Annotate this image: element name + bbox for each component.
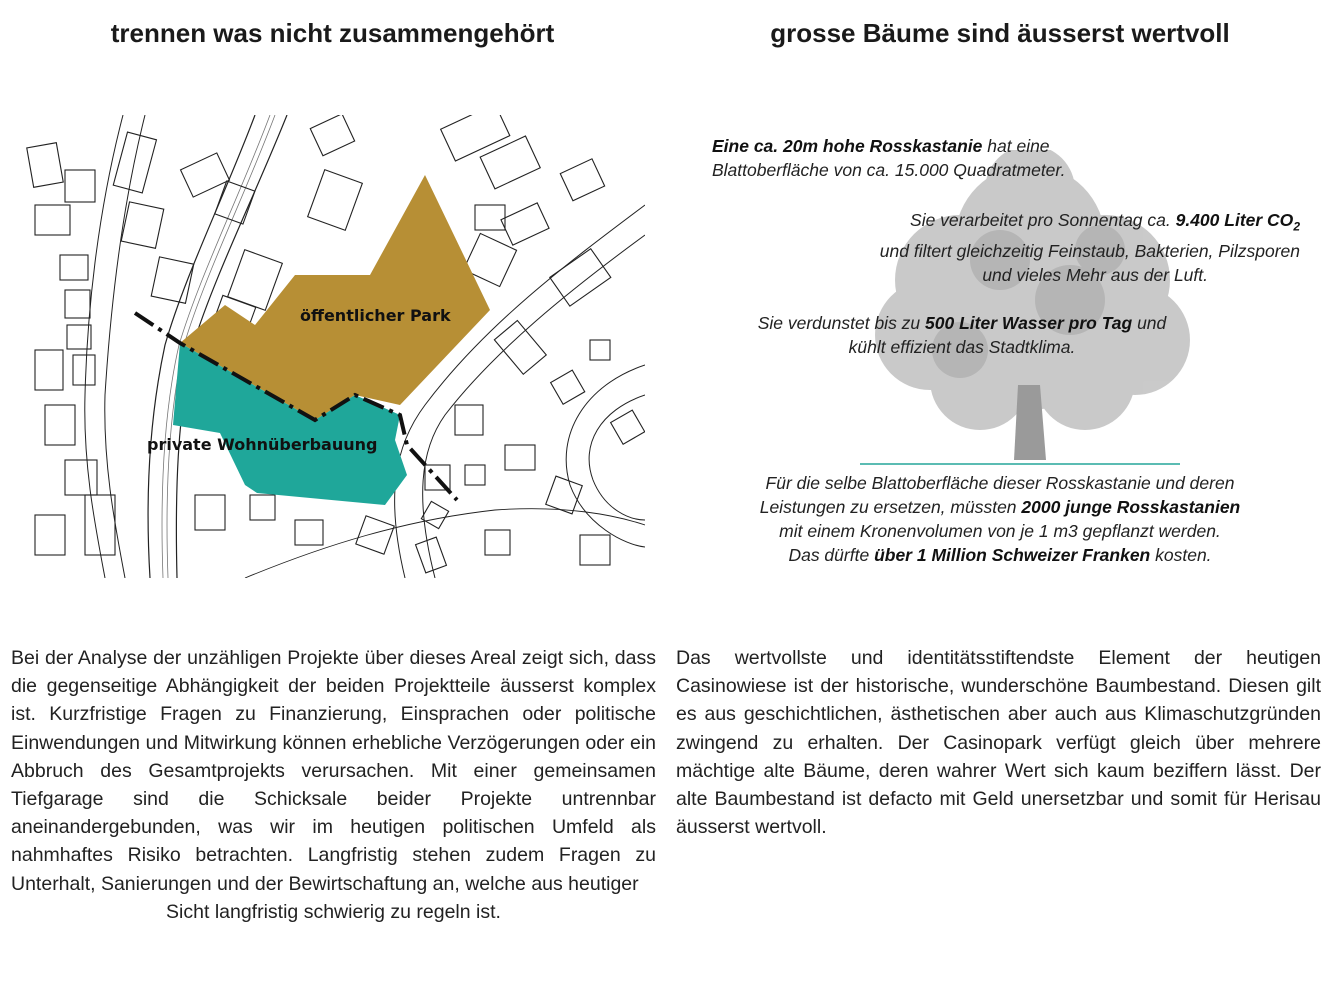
site-plan-map	[25, 115, 645, 578]
fact-leaf-area: Eine ca. 20m hohe Rosskastanie hat eine Blattoberfläche von ca. 15.000 Quadratmeter.	[712, 136, 1066, 180]
right-heading: grosse Bäume sind äusserst wertvoll	[770, 18, 1230, 48]
fact-replacement: Für die selbe Blattoberfläche dieser Rosskastanie und deren Leistungen zu ersetzen, müssten 2000 junge Rosskastanien mit einem Kronenvolumen von je 1 m3 gepflanzt werden. Das dürfte über 1 Million Schweizer Franken kosten.	[759, 473, 1241, 565]
fact-co2: Sie verarbeitet pro Sonnentag ca. 9.400 Liter $CO_2$ und filtert gleichzeitig Feinstaub, Bakterien, Pilzsporen und vieles Mehr aus der Luft.	[879, 210, 1300, 285]
left-body-text: Bei der Analyse der unzähligen Projekte über dieses Areal zeigt sich, dass die gegenseitige Abhängigkeit der beiden Projektteile äusserst komplex ist. Kurzfristige Fragen zu Finanzierung, Einsprachen oder politische Einwendungen und Mitwirkung können erhebliche Verzögerungen oder ein Abbruch des Gesamtprojekts verursachen. Mit einer gemeinsamen Tiefgarage sind die Schicksale beider Projekte untrennbar aneinandergebunden, was wir im heutigen politischen Umfeld als nahmhaftes Risiko betrachten. Langfristig stehen zudem Fragen zu Unterhalt, Sanierungen und der Bewirtschaftung an, welche aus heutiger Sicht langfristig schwierig zu regeln ist.	[11, 647, 656, 923]
fact-water: Sie verdunstet bis zu 500 Liter Wasser pro Tag und kühlt effizient das Stadtklima.	[757, 313, 1167, 357]
park-label: öffentlicher Park	[300, 306, 451, 325]
left-heading: trennen was nicht zusammengehört	[110, 18, 555, 48]
housing-label: private Wohnüberbauung	[147, 435, 378, 454]
chestnut-tree-illustration	[840, 150, 1230, 470]
right-body-text: Das wertvollste und identitätsstiftendste Element der heutigen Casinowiese ist der historische, wunderschöne Baumbestand. Diesen gilt es aus geschichtlichen, ästhetischen aber auch aus Klimaschutzgründen zwingend zu erhalten. Der Casinopark verfügt gleich über mehrere mächtige alte Bäume, deren wahrer Wert sich kaum beziffern lässt. Der alte Baumbestand ist defacto mit Geld unersetzbar und somit für Herisau äusserst wertvoll.	[676, 647, 1321, 839]
